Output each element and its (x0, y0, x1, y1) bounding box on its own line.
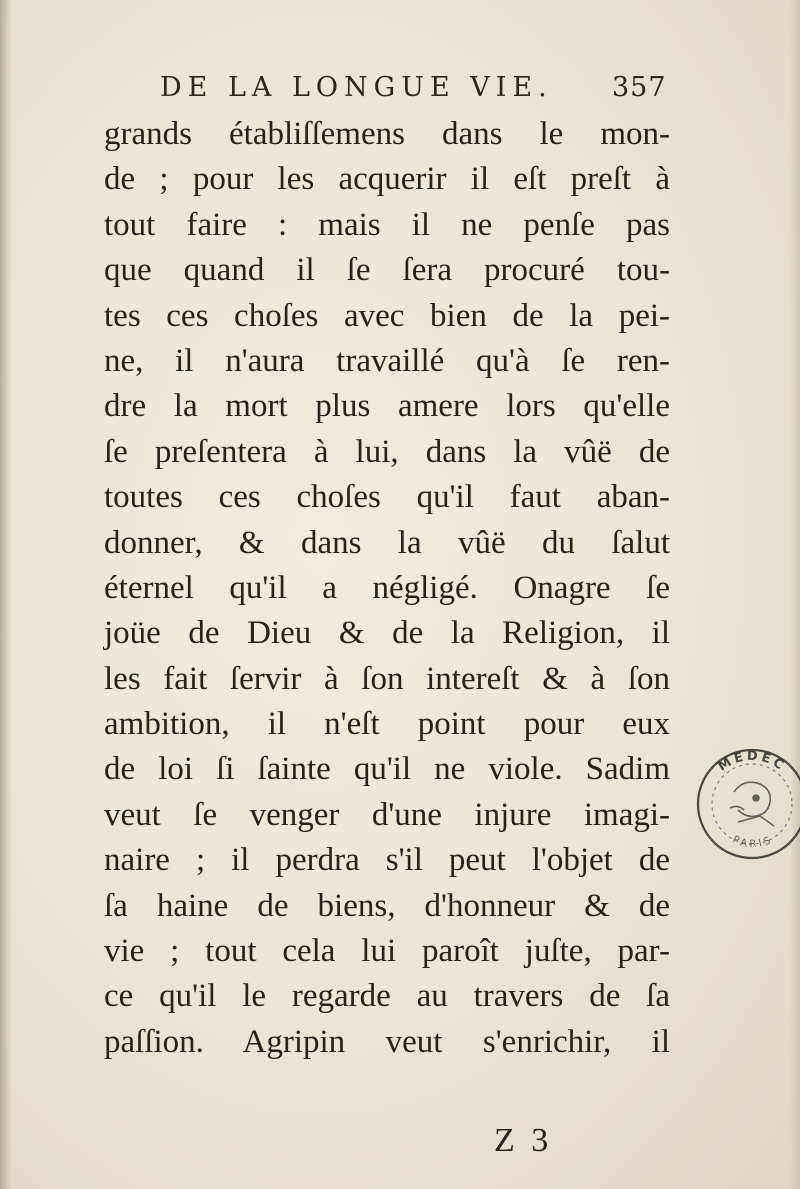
text-line: que quand il ſe ſera procuré tou- (104, 252, 670, 289)
text-line: de ; pour les acquerir il eſt preſt à (104, 161, 670, 198)
text-line: tout faire : mais il ne penſe pas (104, 206, 670, 243)
text-line: vie ; tout cela lui paroît juſte, par- (104, 933, 670, 970)
text-line: ambition, il n'eſt point pour eux (104, 706, 670, 743)
text-line: joüe de Dieu & de la Religion, il (104, 615, 670, 652)
text-line: de loi ſi ſainte qu'il ne viole. Sadim (104, 751, 670, 788)
text-line: grands établiſſemens dans le mon- (104, 116, 670, 152)
text-line: veut ſe venger d'une injure imagi- (104, 796, 670, 833)
text-line: tes ces choſes avec bien de la pei- (104, 297, 670, 334)
body-text (104, 112, 670, 1065)
text-line: ſe preſentera à lui, dans la vûë de (104, 433, 670, 470)
text-line: ce qu'il le regarde au travers de ſa (104, 978, 670, 1015)
page-gutter-shadow (0, 0, 12, 1189)
text-line: donner, & dans la vûë du ſalut (104, 524, 670, 561)
text-line: les fait ſervir à ſon intereſt & à ſon (104, 660, 670, 697)
svg-text:MEDEC (716, 749, 789, 775)
text-line: ne, il n'aura travaillé qu'à ſe ren- (104, 342, 670, 379)
text-line: éternel qu'il a négligé. Onagre ſe (104, 569, 670, 606)
text-line: ſa haine de biens, d'honneur & de (104, 887, 670, 924)
text-line: paſſion. Agripin veut s'enrichir, il (104, 1023, 670, 1060)
svg-text:PARIS (731, 834, 775, 850)
signature-mark: Z 3 (494, 1122, 553, 1159)
text-line: naire ; il perdra s'il peut l'objet de (104, 842, 670, 879)
page-number: 357 (612, 72, 667, 103)
page-edge-shadow (790, 0, 800, 1189)
stamp-bottom-text: PARIS (730, 834, 776, 851)
text-line: toutes ces choſes qu'il faut aban- (104, 479, 670, 516)
running-head (160, 72, 680, 103)
library-stamp-icon (690, 742, 800, 862)
stamp-top-text: MEDEC (715, 748, 789, 775)
running-title: DE LA LONGUE VIE. (160, 72, 553, 103)
text-line: dre la mort plus amere lors qu'elle (104, 388, 670, 425)
